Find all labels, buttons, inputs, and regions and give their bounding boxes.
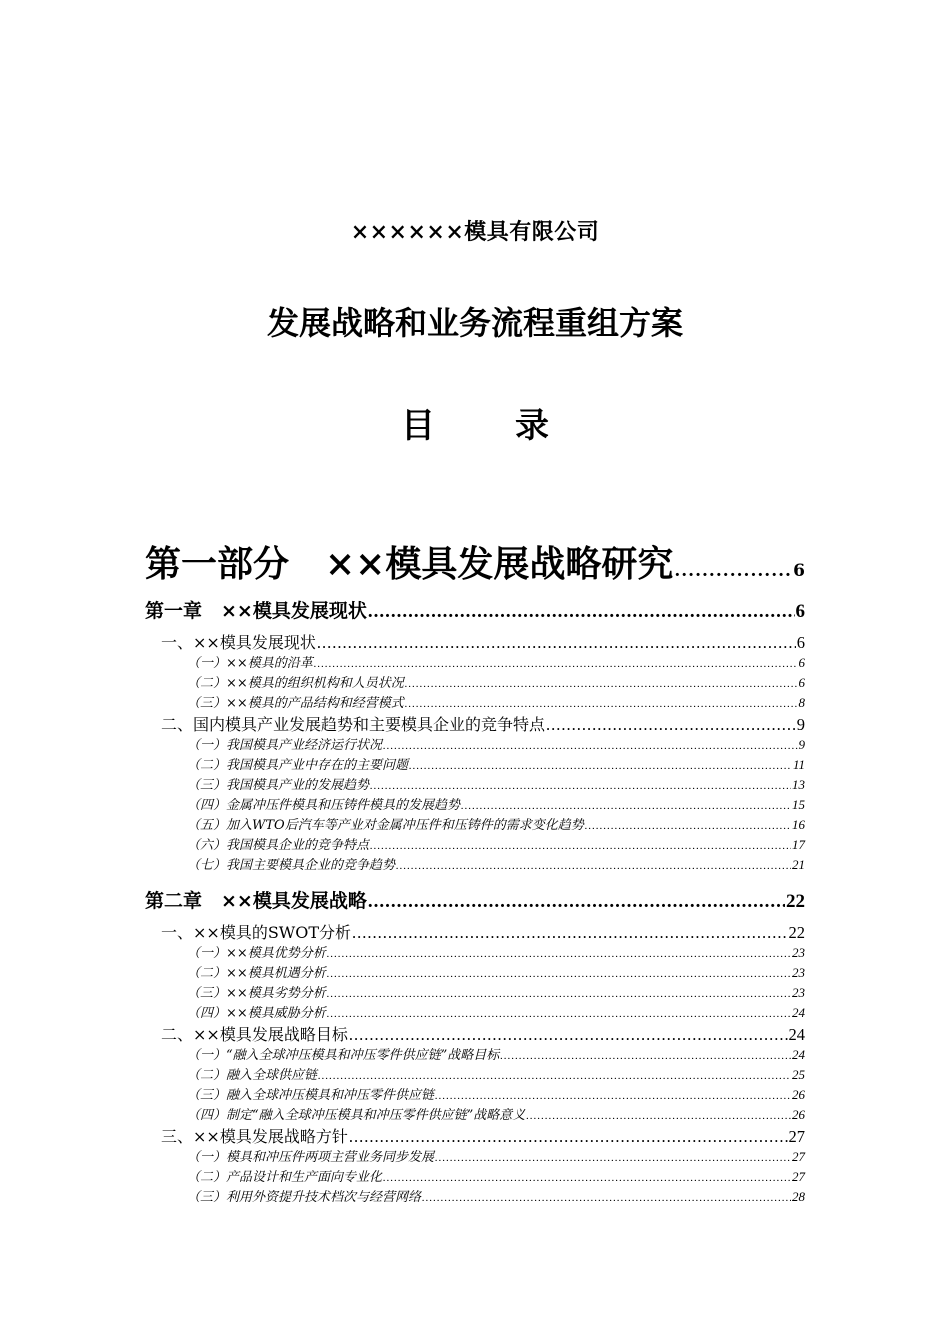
toc-subsection-label: （三）××模具的产品结构和经营模式 xyxy=(187,696,404,711)
toc-part-1[interactable] xyxy=(145,536,805,590)
toc-subsection[interactable] xyxy=(145,652,805,672)
toc-subsection[interactable] xyxy=(145,734,805,754)
toc-page-number: 24 xyxy=(792,1047,805,1062)
toc-section-label: 二、国内模具产业发展趋势和主要模具企业的竞争特点 xyxy=(161,715,546,734)
toc-leader xyxy=(349,1025,788,1045)
toc-page-number: 17 xyxy=(792,837,805,852)
toc-leader xyxy=(352,923,787,943)
toc-page-number: 23 xyxy=(792,985,805,1000)
toc-subsection-label: （七）我国主要模具企业的竞争趋势 xyxy=(187,858,396,873)
toc-section[interactable] xyxy=(145,1124,805,1146)
company-name: ××××××模具有限公司 xyxy=(350,219,600,245)
toc-subsection-label: （二）产品设计和生产面向专业化 xyxy=(187,1170,383,1185)
document-title: 发展战略和业务流程重组方案 xyxy=(266,304,683,342)
toc-page-number: 28 xyxy=(792,1189,805,1204)
toc-section[interactable] xyxy=(145,920,805,942)
toc-chapter-1[interactable] xyxy=(145,596,805,626)
toc-heading-char-1: 目 xyxy=(401,406,435,446)
toc-leader xyxy=(314,658,798,670)
toc-page-number: 23 xyxy=(792,965,805,980)
toc-subsection[interactable] xyxy=(145,692,805,712)
toc-page-number: 21 xyxy=(792,857,805,872)
toc-chapter-label: 第二章 ××模具发展战略 xyxy=(145,890,367,912)
toc-page-number: 9 xyxy=(798,737,805,752)
toc-subsection[interactable] xyxy=(145,1186,805,1206)
toc-subsection-label: （三）利用外资提升技术档次与经营网络 xyxy=(187,1190,422,1205)
toc-subsection-label: （一）我国模具产业经济运行状况 xyxy=(187,738,383,753)
toc-subsection-label: （二）××模具机遇分析 xyxy=(187,966,326,981)
toc-leader xyxy=(368,601,795,623)
toc-subsection-label: （六）我国模具企业的竞争特点 xyxy=(187,838,370,853)
toc-subsection[interactable] xyxy=(145,1084,805,1104)
toc-page-number: 6 xyxy=(793,561,805,581)
toc-page-number: 13 xyxy=(792,777,805,792)
toc-subsection[interactable] xyxy=(145,1002,805,1022)
toc-leader xyxy=(461,800,791,812)
toc-section-label: 一、××模具发展现状 xyxy=(161,633,316,652)
toc-subsection[interactable] xyxy=(145,1146,805,1166)
toc-leader xyxy=(585,820,791,832)
toc-leader xyxy=(370,780,791,792)
toc-heading xyxy=(0,398,950,447)
toc-chapter-2[interactable] xyxy=(145,886,805,916)
toc-section-label: 一、××模具的SWOT分析 xyxy=(161,923,352,942)
table-of-contents xyxy=(145,536,805,1206)
toc-page-number: 22 xyxy=(788,923,805,942)
toc-subsection-label: （四）××模具威胁分析 xyxy=(187,1006,326,1021)
toc-leader xyxy=(674,561,792,581)
toc-leader xyxy=(435,1090,791,1102)
toc-leader xyxy=(370,840,791,852)
toc-heading-char-2: 录 xyxy=(515,406,549,446)
toc-page-number: 24 xyxy=(788,1025,805,1044)
toc-page-number: 6 xyxy=(796,633,805,652)
toc-subsection-label: （二）××模具的组织机构和人员状况 xyxy=(187,676,404,691)
toc-subsection[interactable] xyxy=(145,814,805,834)
toc-subsection-label: （二）我国模具产业中存在的主要问题 xyxy=(187,758,409,773)
toc-page-number: 9 xyxy=(796,715,805,734)
toc-section-label: 三、××模具发展战略方针 xyxy=(161,1127,348,1146)
toc-page-number: 6 xyxy=(798,675,805,690)
toc-page-number: 16 xyxy=(792,817,805,832)
toc-page-number: 23 xyxy=(792,945,805,960)
toc-leader xyxy=(396,860,791,872)
toc-page-number: 27 xyxy=(792,1149,805,1164)
toc-subsection-label: （三）××模具劣势分析 xyxy=(187,986,326,1001)
toc-page-number: 6 xyxy=(798,655,805,670)
toc-subsection[interactable] xyxy=(145,962,805,982)
toc-leader xyxy=(327,948,791,960)
toc-page-number: 26 xyxy=(792,1087,805,1102)
toc-subsection[interactable] xyxy=(145,794,805,814)
toc-leader xyxy=(409,760,792,772)
toc-leader xyxy=(435,1152,791,1164)
toc-subsection[interactable] xyxy=(145,754,805,774)
toc-page-number: 22 xyxy=(786,891,805,912)
toc-leader xyxy=(318,1070,791,1082)
toc-subsection[interactable] xyxy=(145,1064,805,1084)
toc-leader xyxy=(349,1127,788,1147)
toc-page-number: 26 xyxy=(792,1107,805,1122)
toc-page-number: 15 xyxy=(792,797,805,812)
toc-subsection[interactable] xyxy=(145,1044,805,1064)
toc-subsection[interactable] xyxy=(145,982,805,1002)
toc-section[interactable] xyxy=(145,1022,805,1044)
toc-leader xyxy=(383,740,797,752)
toc-page-number: 24 xyxy=(792,1005,805,1020)
toc-subsection-label: （五）加入WTO后汽车等产业对金属冲压件和压铸件的需求变化趋势 xyxy=(187,818,584,833)
toc-subsection-label: （一）模具和冲压件两项主营业务同步发展 xyxy=(187,1150,435,1165)
toc-subsection[interactable] xyxy=(145,1104,805,1124)
toc-page-number: 27 xyxy=(792,1169,805,1184)
toc-subsection[interactable] xyxy=(145,834,805,854)
toc-section[interactable] xyxy=(145,630,805,652)
toc-subsection-label: （一）“融入全球冲压模具和冲压零件供应链”战略目标 xyxy=(187,1048,500,1063)
toc-subsection-label: （四）金属冲压件模具和压铸件模具的发展趋势 xyxy=(187,798,461,813)
toc-subsection-label: （二）融入全球供应链 xyxy=(187,1068,318,1083)
toc-subsection[interactable] xyxy=(145,672,805,692)
toc-leader xyxy=(526,1110,791,1122)
toc-subsection[interactable] xyxy=(145,774,805,794)
toc-page-number: 8 xyxy=(798,695,805,710)
toc-page-number: 6 xyxy=(795,601,805,622)
toc-subsection-label: （一）××模具优势分析 xyxy=(187,946,326,961)
toc-leader xyxy=(405,698,798,710)
toc-leader xyxy=(368,891,785,913)
toc-leader xyxy=(327,988,791,1000)
toc-section[interactable] xyxy=(145,712,805,734)
toc-chapter-label: 第一章 ××模具发展现状 xyxy=(145,600,367,622)
toc-leader xyxy=(317,633,796,653)
toc-page-number: 27 xyxy=(788,1127,805,1146)
toc-leader xyxy=(327,1008,791,1020)
toc-leader xyxy=(546,715,796,735)
toc-subsection-label: （三）融入全球冲压模具和冲压零件供应链 xyxy=(187,1088,435,1103)
toc-subsection-label: （四）制定“融入全球冲压模具和冲压零件供应链”战略意义 xyxy=(187,1108,526,1123)
toc-subsection-label: （一）××模具的沿革 xyxy=(187,656,313,671)
toc-subsection-label: （三）我国模具产业的发展趋势 xyxy=(187,778,370,793)
toc-leader xyxy=(383,1172,791,1184)
toc-page-number: 25 xyxy=(792,1067,805,1082)
toc-section-label: 二、××模具发展战略目标 xyxy=(161,1025,348,1044)
toc-subsection[interactable] xyxy=(145,1166,805,1186)
toc-leader xyxy=(405,678,798,690)
toc-page-number: 11 xyxy=(792,757,805,772)
toc-leader xyxy=(327,968,791,980)
toc-leader xyxy=(422,1192,791,1204)
toc-part-label: 第一部分 ××模具发展战略研究 xyxy=(145,543,674,585)
toc-subsection[interactable] xyxy=(145,854,805,874)
toc-leader xyxy=(500,1050,791,1062)
toc-subsection[interactable] xyxy=(145,942,805,962)
